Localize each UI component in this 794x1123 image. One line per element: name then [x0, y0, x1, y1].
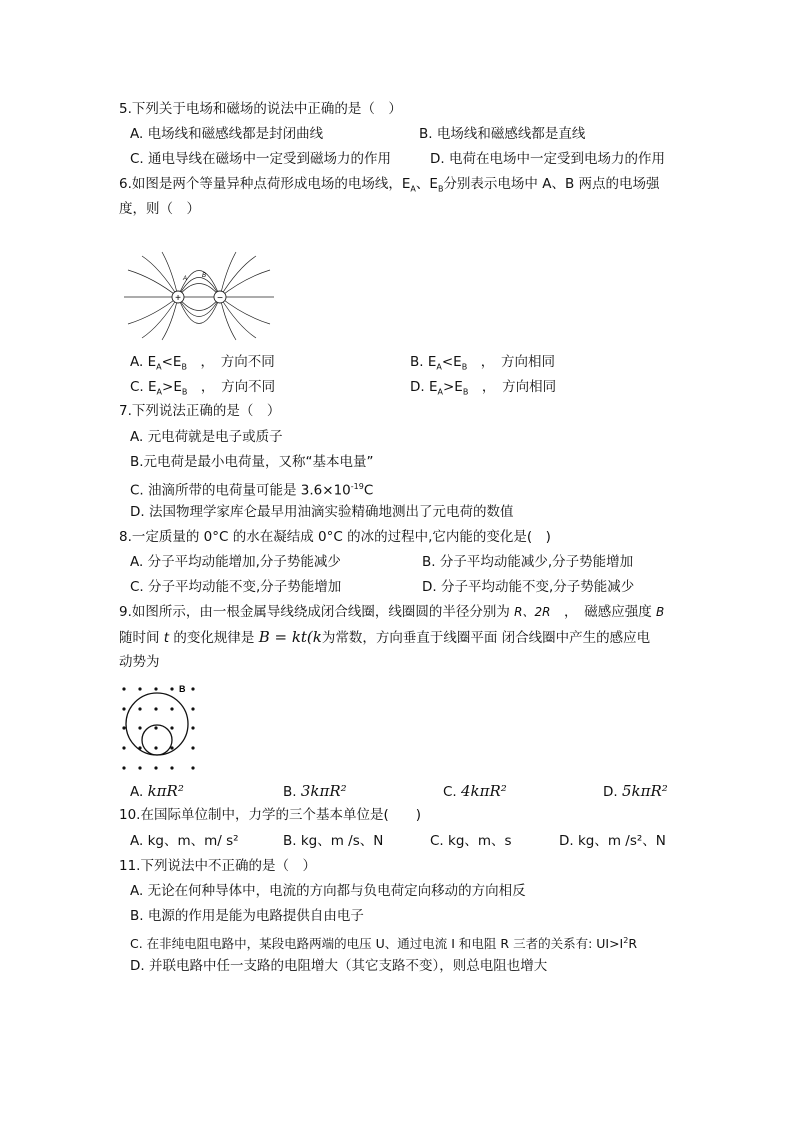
field-b-label: B: [179, 684, 186, 694]
q9-option-a: [130, 782, 184, 801]
q5-option-b: B. 电场线和磁感线都是直线: [419, 126, 586, 142]
q6a-letter: A. E: [130, 354, 157, 370]
outer-coil: [126, 693, 188, 755]
q6a-rel: <E: [161, 354, 182, 370]
q6c-letter: C. E: [130, 379, 157, 395]
q8-option-d: D. 分子平均动能不变,分子势能减少: [422, 579, 635, 595]
q6b-letter: B. E: [410, 354, 437, 370]
q6c-rel: >E: [162, 379, 182, 395]
q6c-sub2: B: [181, 387, 188, 397]
q9-s2-post: 为常数，方向垂直于线圈平面 闭合线圈中产生的感应电: [321, 630, 651, 646]
q9-s1-mid: ， 磁感应强度: [550, 604, 657, 620]
q5-option-a: A. 电场线和磁感线都是封闭曲线: [130, 126, 324, 142]
q7-option-d: D. 法国物理学家库仑最早用油滴实验精确地测出了元电荷的数值: [130, 504, 514, 520]
q7-stem: 7.下列说法正确的是（ ）: [119, 403, 281, 419]
q9-t-symbol: t: [163, 630, 170, 646]
q6b-tail: ， 方向相同: [467, 354, 555, 370]
q5-stem: 5.下列关于电场和磁场的说法中正确的是（ ）: [119, 101, 402, 117]
q6-sep: 、E: [415, 176, 438, 192]
q11-stem: 11.下列说法中不正确的是（ ）: [119, 858, 316, 874]
q9a-letter: A.: [130, 784, 144, 800]
q11c-sup: 2: [623, 936, 629, 945]
q11-option-b: B. 电源的作用是能为电路提供自由电子: [130, 908, 364, 924]
q6-option-d: [410, 378, 556, 402]
q6a-tail: ， 方向不同: [186, 354, 275, 370]
q6d-sub2: B: [462, 387, 469, 397]
q9-option-b: [283, 782, 347, 801]
q7c-post: C: [363, 482, 374, 499]
q9b-letter: B.: [283, 784, 297, 800]
q6a-sub1: A: [156, 362, 162, 372]
electric-field-lines-figure: [120, 250, 280, 342]
q9-radii: R、2R: [514, 605, 551, 619]
q7-option-a: A. 元电荷就是电子或质子: [130, 429, 283, 445]
q9-option-c: [443, 782, 507, 801]
q9-stem-line1: [119, 603, 664, 621]
q6a-sub2: B: [181, 362, 187, 372]
q9-stem-line3: 动势为: [119, 654, 160, 670]
q10-option-a: A. kg、m、m/ s²: [130, 833, 239, 849]
q11-option-a: A. 无论在何种导体中，电流的方向都与负电荷定向移动的方向相反: [130, 883, 526, 899]
q6-option-b: [410, 353, 555, 377]
q6d-sub1: A: [437, 387, 443, 397]
coil-magnetic-field-figure: [118, 680, 200, 772]
q7-option-b: B.元电荷是最小电荷量，又称“基本电量”: [130, 454, 374, 470]
q9a-math: kπR²: [147, 782, 184, 800]
q10-option-b: B. kg、m /s、N: [283, 833, 384, 849]
q6d-tail: ， 方向相同: [468, 379, 557, 395]
q9-s2-mid: 的变化规律是: [169, 630, 259, 646]
q6b-sub2: B: [461, 362, 468, 372]
minus-label: −: [217, 293, 223, 304]
q9-stem-line2: [119, 628, 650, 647]
q6b-sub1: A: [436, 362, 442, 372]
field-dots: [122, 687, 194, 769]
q6-sub-b: B: [437, 184, 444, 194]
q10-stem: 10.在国际单位制中，力学的三个基本单位是( ): [119, 807, 422, 823]
q6c-tail: ， 方向不同: [187, 379, 276, 395]
q6-stem: [119, 175, 660, 199]
q11c-pre: C. 在非纯电阻电路中，某段电路两端的电压 U、通过电流 I 和电阻 R 三者的关系有: UI>I: [130, 936, 624, 952]
q10-option-c: C. kg、m、s: [430, 833, 512, 849]
point-b-label: B: [202, 273, 207, 279]
q6-stem-post: 分别表示电场中 A、B 两点的电场强: [443, 176, 660, 192]
q8-option-c: C. 分子平均动能不变,分子势能增加: [130, 579, 342, 595]
q9-s2-pre: 随时间: [119, 630, 164, 646]
q5-option-d: D. 电荷在电场中一定受到电场力的作用: [430, 151, 665, 167]
q9c-math: 4kπR²: [461, 782, 507, 800]
point-a-label: A: [183, 276, 188, 282]
q9d-letter: D.: [603, 784, 618, 800]
q8-option-b: B. 分子平均动能减少,分子势能增加: [422, 554, 634, 570]
q9c-letter: C.: [443, 784, 457, 800]
q11-option-c: [130, 932, 637, 953]
q5-option-c: C. 通电导线在磁场中一定受到磁场力的作用: [130, 151, 392, 167]
q9-s1-pre: 9.如图所示，由一根金属导线绕成闭合线圈，线圈圆的半径分别为: [119, 604, 515, 620]
q7c-sup: -19: [350, 482, 364, 491]
q6d-letter: D. E: [410, 379, 438, 395]
q6-stem-pre: 6.如图是两个等量异种点荷形成电场的电场线，E: [119, 176, 411, 192]
q7-option-c: [130, 478, 373, 500]
inner-coil: [142, 725, 172, 755]
q9b-math: 3kπR²: [300, 782, 347, 800]
q6b-rel: <E: [441, 354, 462, 370]
q9-b-symbol: B: [656, 605, 665, 619]
q8-option-a: A. 分子平均动能增加,分子势能减少: [130, 554, 341, 570]
q8-stem: 8.一定质量的 0°C 的水在凝结成 0°C 的冰的过程中,它内能的变化是( ): [119, 529, 551, 545]
q6d-rel: >E: [443, 379, 463, 395]
q6-option-a: [130, 353, 275, 377]
q9-option-d: [603, 782, 668, 801]
plus-label: +: [175, 293, 181, 304]
q6-sub-a: A: [410, 184, 416, 194]
q9d-math: 5kπR²: [621, 782, 668, 800]
q9-formula: B = kt(k: [258, 628, 322, 646]
q7c-pre: C. 油滴所带的电荷量可能是 3.6×10: [130, 482, 351, 499]
q6c-sub1: A: [156, 387, 163, 397]
q6-option-c: [130, 378, 275, 402]
q11-option-d: D. 并联电路中任一支路的电阻增大（其它支路不变），则总电阻也增大: [130, 958, 548, 974]
q11c-post: R: [628, 936, 638, 952]
q6-stem-line2: 度，则（ ）: [119, 201, 200, 217]
q10-option-d: D. kg、m /s²、N: [559, 833, 666, 849]
